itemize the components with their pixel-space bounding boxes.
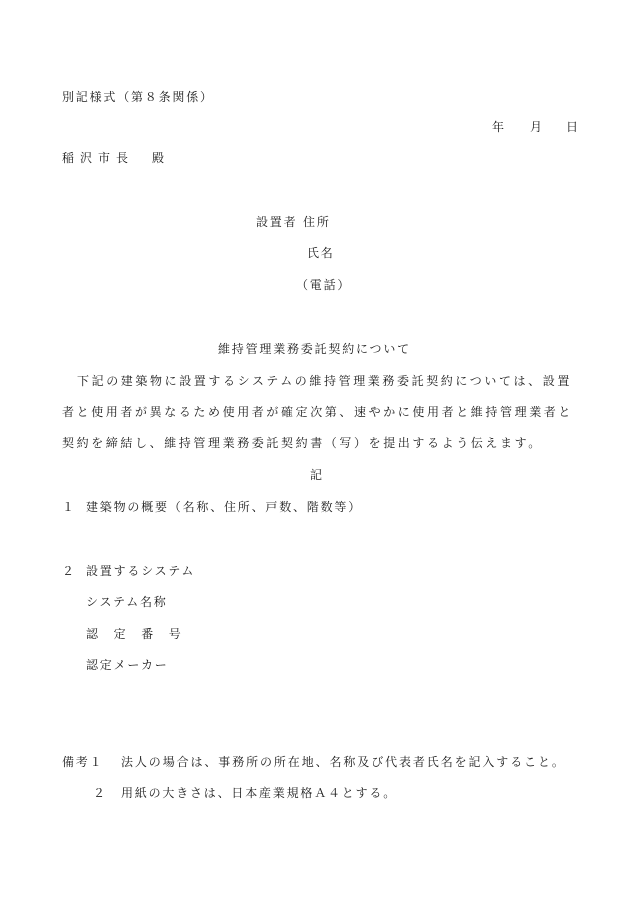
note-2: 用紙の大きさは、日本産業規格Ａ４とする。 (121, 786, 398, 800)
setter-address-label: 設置者 住所 (256, 215, 331, 229)
document-title: 維持管理業務委託契約について (218, 342, 411, 356)
note-2-number: ２ (93, 786, 107, 800)
body-line: 契約を締結し、維持管理業務委託契約書（写）を提出するよう伝えます。 (62, 436, 543, 450)
addressee: 稲沢市長 殿 (62, 151, 171, 165)
certified-maker-label: 認定メーカー (86, 658, 169, 672)
system-name-label: システム名称 (86, 595, 168, 609)
item-2-number: ２ (62, 564, 76, 578)
body-line: 下記の建築物に設置するシステムの維持管理業務委託契約については、設置 (77, 374, 572, 388)
date-year-label: 年 (492, 120, 506, 134)
date-month-label: 月 (530, 120, 544, 134)
notes-label: 備考１ (62, 755, 104, 769)
note-1: 法人の場合は、事務所の所在地、名称及び代表者氏名を記入すること。 (121, 755, 566, 769)
ki-heading: 記 (310, 468, 324, 482)
certification-number-label: 認 定 番 号 (86, 627, 183, 641)
name-label: 氏名 (307, 246, 335, 260)
item-2-text: 設置するシステム (86, 564, 196, 578)
item-1-number: １ (62, 500, 76, 514)
item-1-text: 建築物の概要（名称、住所、戸数、階数等） (86, 500, 363, 514)
form-label: 別記様式（第８条関係） (62, 90, 214, 104)
body-line: 者と使用者が異なるため使用者が確定次第、速やかに使用者と維持管理業者と (62, 405, 574, 419)
phone-label: （電話） (296, 278, 352, 292)
date-day-label: 日 (566, 120, 580, 134)
